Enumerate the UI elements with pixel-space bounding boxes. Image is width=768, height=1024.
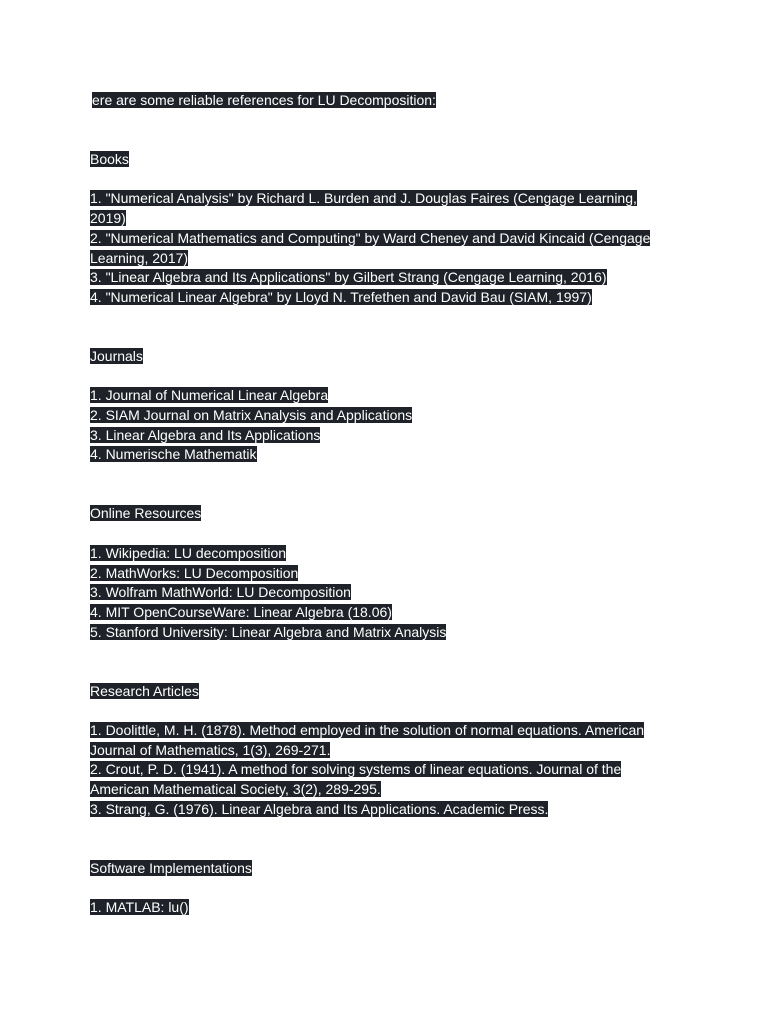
journals-line: 2. SIAM Journal on Matrix Analysis and Applications xyxy=(90,407,413,424)
section-heading-journals: Journals xyxy=(90,347,143,364)
books-line: 2. "Numerical Mathematics and Computing" by Ward Cheney and David Kincaid (Cengage xyxy=(90,229,651,246)
research-articles-line: 2. Crout, P. D. (1941). A method for solving systems of linear equations. Journal of the xyxy=(90,761,622,778)
research-articles-line: Journal of Mathematics, 1(3), 269-271. xyxy=(90,741,331,758)
intro-line xyxy=(90,91,690,111)
books-line: 4. "Numerical Linear Algebra" by Lloyd N. Trefethen and David Bau (SIAM, 1997) xyxy=(90,288,592,305)
research-articles-line: 1. Doolittle, M. H. (1878). Method employed in the solution of normal equations. American xyxy=(90,722,645,739)
section-heading-research-articles: Research Articles xyxy=(90,682,199,699)
document-page xyxy=(90,91,690,918)
online-resources-line: 4. MIT OpenCourseWare: Linear Algebra (18.06) xyxy=(90,603,392,620)
online-resources-line: 1. Wikipedia: LU decomposition xyxy=(90,544,287,561)
books-line: 1. "Numerical Analysis" by Richard L. Burden and J. Douglas Faires (Cengage Learning, xyxy=(90,190,637,207)
books-line: 3. "Linear Algebra and Its Applications" by Gilbert Strang (Cengage Learning, 2016) xyxy=(90,269,607,286)
journals-line: 3. Linear Algebra and Its Applications xyxy=(90,426,321,443)
online-resources-line: 2. MathWorks: LU Decomposition xyxy=(90,564,299,581)
section-heading-books: Books xyxy=(90,151,129,168)
research-articles-line: 3. Strang, G. (1976). Linear Algebra and Its Applications. Academic Press. xyxy=(90,800,549,817)
books-line: Learning, 2017) xyxy=(90,249,189,266)
online-resources-line: 3. Wolfram MathWorld: LU Decomposition xyxy=(90,584,351,601)
intro-text: ere are some reliable references for LU Decomposition: xyxy=(92,92,436,108)
journals-line: 4. Numerische Mathematik xyxy=(90,446,257,463)
section-heading-online-resources: Online Resources xyxy=(90,505,202,522)
section-heading-software-implementations: Software Implementations xyxy=(90,859,252,876)
books-line: 2019) xyxy=(90,210,126,227)
online-resources-line: 5. Stanford University: Linear Algebra and Matrix Analysis xyxy=(90,623,447,640)
research-articles-line: American Mathematical Society, 3(2), 289-295. xyxy=(90,781,381,798)
journals-line: 1. Journal of Numerical Linear Algebra xyxy=(90,387,329,404)
software-implementations-line: 1. MATLAB: lu() xyxy=(90,899,189,916)
